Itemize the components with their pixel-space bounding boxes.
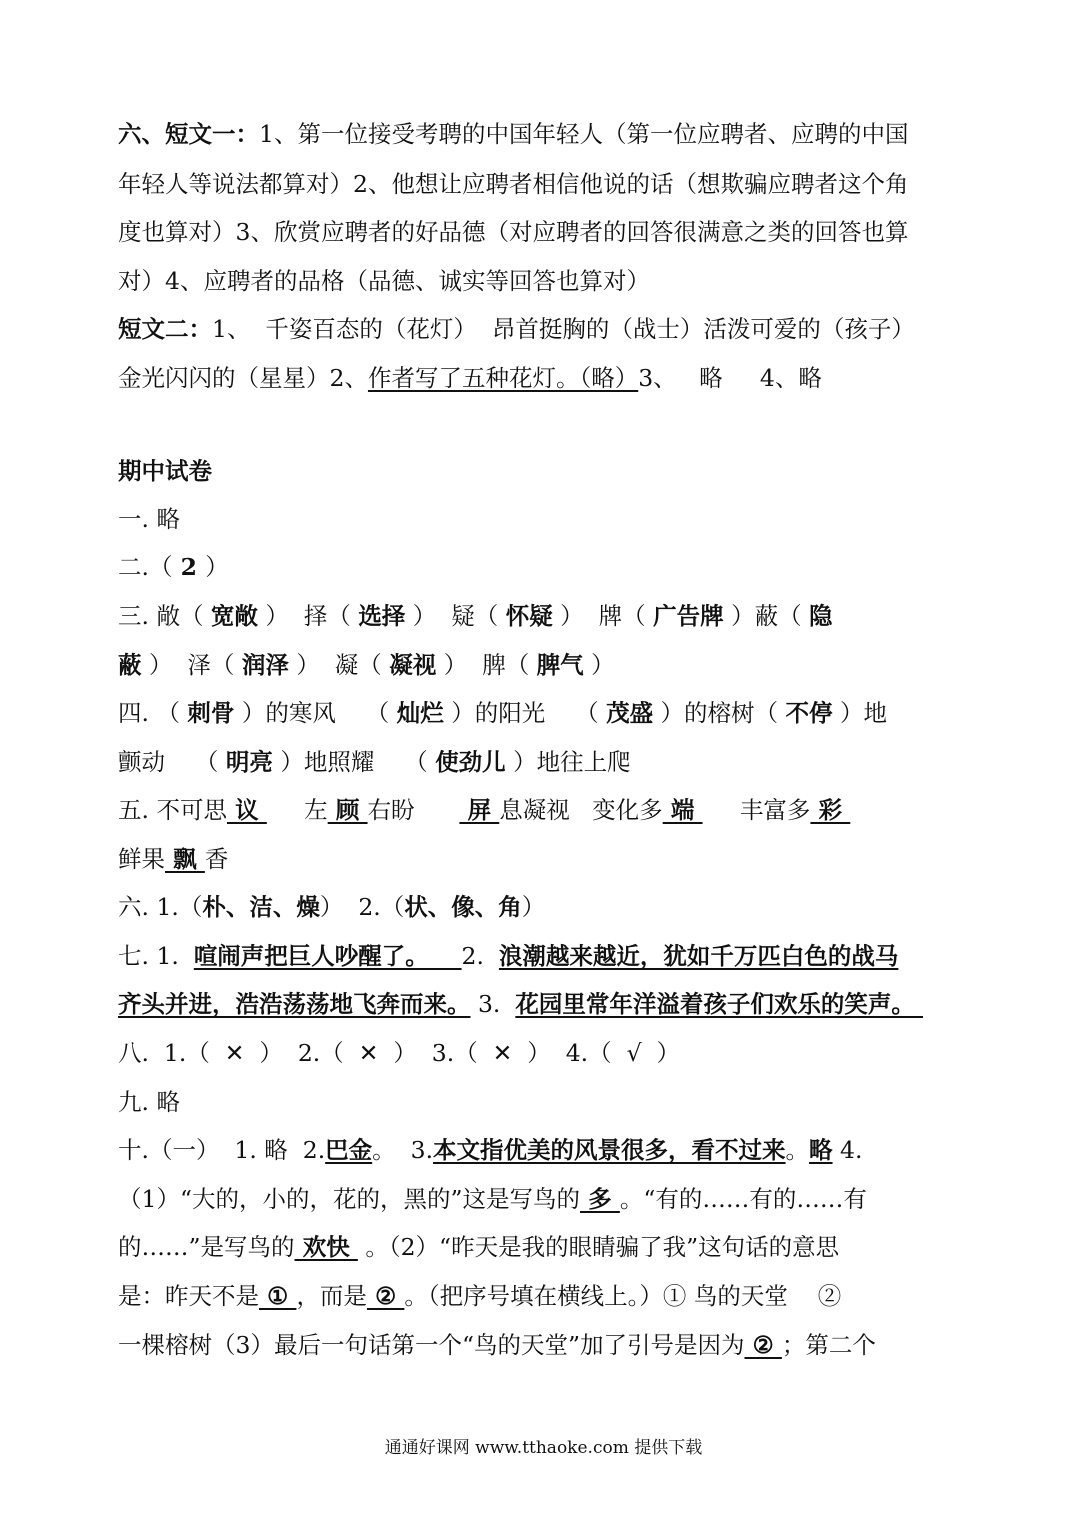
sec6-line-3: 度也算对）3、欣赏应聘者的好品德（对应聘者的回答很满意之类的回答也算 xyxy=(118,218,909,246)
q2-line: 二.（ 2 ） xyxy=(118,553,229,581)
sec6-line-5: 短文二：1、 千姿百态的（花灯） 昂首挺胸的（战士）活泼可爱的（孩子） xyxy=(118,315,915,343)
q8-line: 八. 1.（ ✕ ） 2.（ ✕ ） 3.（ ✕ ） 4.（ √ ） xyxy=(118,1039,680,1067)
q10-line-4: 是：昨天不是 ① ，而是 ② 。（把序号填在横线上。）① 鸟的天堂 ② xyxy=(118,1282,842,1310)
q4-line-2: 颤动 （ 明亮 ）地照耀 （ 使劲儿 ）地往上爬 xyxy=(118,748,631,776)
q10-line-3: 的……”是写鸟的 欢快 。（2）“昨天是我的眼睛骗了我”这句话的意思 xyxy=(118,1233,840,1261)
sec6-line-2: 年轻人等说法都算对）2、他想让应聘者相信他说的话（想欺骗应聘者这个角 xyxy=(118,170,909,198)
q3-line-2: 蔽 ） 泽（ 润泽 ） 凝（ 凝视 ） 脾（ 脾气 ） xyxy=(118,651,615,679)
q1-line: 一. 略 xyxy=(118,505,180,533)
q10-line-5: 一棵榕树（3）最后一句话第一个“鸟的天堂”加了引号是因为 ② ；第二个 xyxy=(118,1331,876,1359)
sec6-line-4: 对）4、应聘者的品格（品德、诚实等回答也算对） xyxy=(118,267,650,295)
underlined-answer: 作者写了五种花灯。（略） xyxy=(367,364,639,392)
q5-line-2: 鲜果 飘 香 xyxy=(118,845,229,873)
q4-line-1: 四. （ 刺骨 ）的寒风 （ 灿烂 ）的阳光 （ 茂盛 ）的榕树（ 不停 ）地 xyxy=(118,699,888,727)
q9-line: 九. 略 xyxy=(118,1088,180,1116)
sec6-line-6: 金光闪闪的（星星）2、作者写了五种花灯。（略）3、 略 4、略 xyxy=(118,364,822,392)
q7-line-1: 七. 1. 喧闹声把巨人吵醒了。 2. 浪潮越来越近，犹如千万匹白色的战马 xyxy=(118,942,899,970)
sec6-heading-2: 短文二： xyxy=(118,315,212,343)
q10-line-1: 十.（一） 1. 略 2.巴金。 3.本文指优美的风景很多，看不过来。略 4. xyxy=(118,1136,863,1164)
exam-title: 期中试卷 xyxy=(118,457,212,485)
q6-line: 六. 1.（朴、洁、燥） 2.（状、像、角） xyxy=(118,893,546,921)
q7-line-2: 齐头并进，浩浩荡荡地飞奔而来。 3. 花园里常年洋溢着孩子们欢乐的笑声。 xyxy=(118,990,924,1018)
sec6-heading-1: 六、短文一： xyxy=(118,120,259,148)
q10-line-2: （1）“大的，小的，花的，黑的”这是写鸟的 多 。“有的……有的……有 xyxy=(118,1185,867,1213)
page-footer: 通通好课网 www.tthaoke.com 提供下载 xyxy=(384,1438,703,1458)
q5-line-1: 五. 不可思 议 左 顾 右盼 屏 息凝视 变化多 端 丰富多 彩 xyxy=(118,796,851,824)
sec6-line-1: 六、短文一：1、第一位接受考聘的中国年轻人（第一位应聘者、应聘的中国 xyxy=(118,120,909,148)
q3-line-1: 三. 敞（ 宽敞 ） 择（ 选择 ） 疑（ 怀疑 ） 牌（ 广告牌 ）蔽（ 隐 xyxy=(118,602,833,630)
